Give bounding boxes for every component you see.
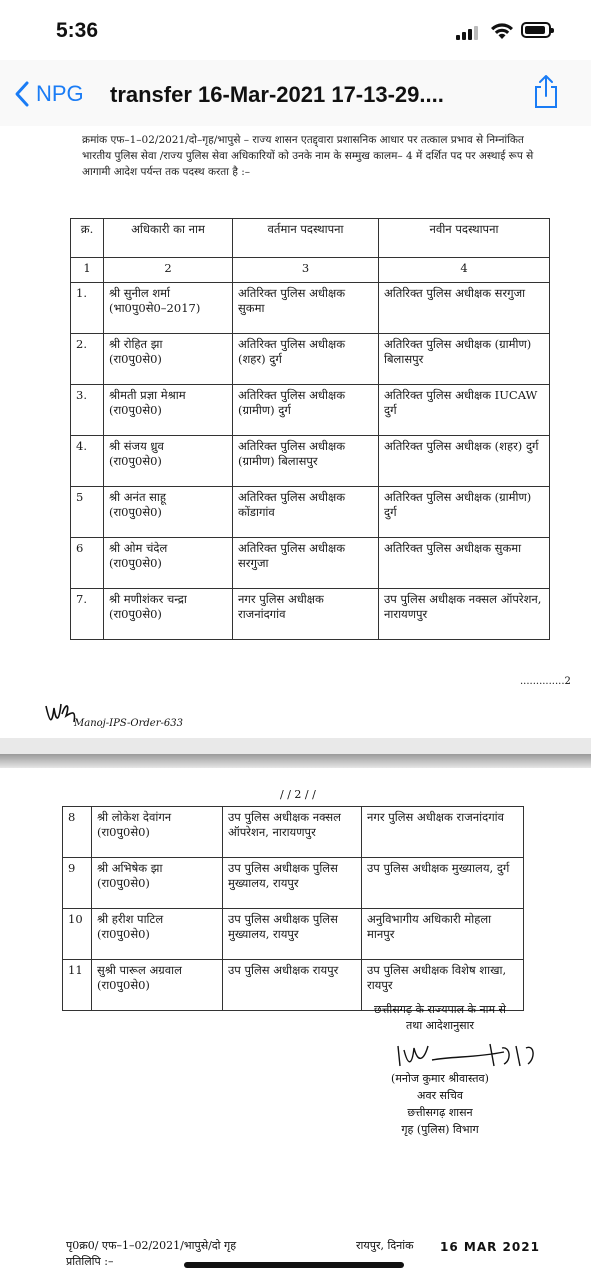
table-row: [71, 538, 550, 589]
current-posting-cell: उप पुलिस अधीक्षक पुलिस मुख्यालय, रायपुर: [223, 858, 362, 909]
officer-name: श्री सुनील शर्मा: [109, 286, 171, 300]
header-officer-name: अधिकारी का नाम: [104, 219, 233, 258]
page-separator: [0, 738, 591, 754]
table-header-row: [71, 219, 550, 258]
officer-cell: [104, 538, 233, 589]
date-stamp: 16 MAR 2021: [440, 1240, 540, 1254]
page-number-mark: / / 2 / /: [280, 788, 316, 801]
wifi-icon: [490, 22, 514, 40]
officer-service: (भा0पु0से0–2017): [109, 301, 201, 315]
date-label: रायपुर, दिनांक: [356, 1239, 414, 1252]
officer-cell: [104, 436, 233, 487]
home-indicator[interactable]: [184, 1262, 404, 1268]
table-row: [71, 385, 550, 436]
current-posting-cell: अतिरिक्त पुलिस अधीक्षक सुकमा: [233, 283, 379, 334]
table-row: [71, 334, 550, 385]
officer-service: (रा0पु0से0): [97, 978, 150, 992]
officer-name: श्री मणीशंकर चन्द्रा: [109, 592, 187, 606]
battery-icon: [521, 22, 551, 38]
new-posting-cell: अनुविभागीय अधिकारी मोहला मानपुर: [362, 909, 524, 960]
officer-designation: अवर सचिव: [417, 1089, 463, 1102]
officer-name: श्री संजय ध्रुव: [109, 439, 164, 453]
continued-marker: ..............2: [520, 676, 571, 687]
officer-department: गृह (पुलिस) विभाग: [401, 1123, 479, 1136]
cellular-signal-icon: [456, 24, 482, 40]
new-posting-cell: उप पुलिस अधीक्षक मुख्यालय, दुर्ग: [362, 858, 524, 909]
column-number-row: [71, 258, 550, 283]
officer-cell: [92, 909, 223, 960]
scan-edge: [0, 754, 591, 768]
serial-cell: 5: [71, 487, 104, 538]
officer-cell: [104, 487, 233, 538]
document-title: transfer 16-Mar-2021 17-13-29....: [110, 82, 444, 107]
serial-cell: 7.: [71, 589, 104, 640]
officer-name: श्री रोहित झा: [109, 337, 163, 351]
officer-cell: [104, 334, 233, 385]
serial-cell: 4.: [71, 436, 104, 487]
current-posting-cell: अतिरिक्त पुलिस अधीक्षक (शहर) दुर्ग: [233, 334, 379, 385]
column-number: 1: [71, 258, 104, 283]
serial-cell: 3.: [71, 385, 104, 436]
serial-cell: 1.: [71, 283, 104, 334]
serial-cell: 11: [63, 960, 92, 1011]
new-posting-cell: अतिरिक्त पुलिस अधीक्षक IUCAW दुर्ग: [379, 385, 550, 436]
officer-service: (रा0पु0से0): [109, 505, 162, 519]
status-time: 5:36: [56, 19, 99, 42]
authority-line-1: छत्तीसगढ़ के राज्यपाल के नाम से: [374, 1003, 506, 1016]
serial-cell: 8: [63, 807, 92, 858]
current-posting-cell: अतिरिक्त पुलिस अधीक्षक कोंडागांव: [233, 487, 379, 538]
serial-cell: 10: [63, 909, 92, 960]
officer-cell: [92, 960, 223, 1011]
officer-service: (रा0पु0से0): [109, 403, 162, 417]
authority-line-2: तथा आदेशानुसार: [406, 1019, 474, 1032]
status-bar: [0, 0, 591, 60]
order-intro-text: क्रमांक एफ–1–02/2021/दो–गृह/भापुसे – राज्य शासन एतद्द्वारा प्रशासनिक आधार पर तत्काल प्रभाव से निम्नांकित भारतीय पुलिस सेवा /राज्य पुलिस सेवा अधिकारियों को उनके नाम के सम्मुख कालम– 4 में दर्शित पद पर अस्थाई रूप से आगामी आदेश पर्यन्त तक पदस्थ करता है :–: [82, 134, 534, 178]
header-current-posting: वर्तमान पदस्थापना: [233, 219, 379, 258]
officer-name: श्रीमती प्रज्ञा मेश्राम: [109, 388, 186, 402]
file-reference: Manoj-IPS-Order-633: [74, 718, 183, 729]
column-number: 3: [233, 258, 379, 283]
officer-name: श्री अभिषेक झा: [97, 861, 163, 875]
table-row: [71, 487, 550, 538]
table-row: [71, 283, 550, 334]
table-row: [71, 589, 550, 640]
current-posting-cell: नगर पुलिस अधीक्षक राजनांदगांव: [233, 589, 379, 640]
new-posting-cell: उप पुलिस अधीक्षक विशेष शाखा, रायपुर: [362, 960, 524, 1011]
document-page-1: [0, 126, 591, 738]
officer-name: श्री अनंत साहू: [109, 490, 167, 504]
new-posting-cell: अतिरिक्त पुलिस अधीक्षक (ग्रामीण) दुर्ग: [379, 487, 550, 538]
officer-service: (रा0पु0से0): [109, 454, 162, 468]
document-page-2: [0, 754, 591, 1280]
officer-service: (रा0पु0से0): [97, 927, 150, 941]
share-icon[interactable]: [532, 74, 560, 110]
officer-full-name: (मनोज कुमार श्रीवास्तव): [391, 1072, 489, 1085]
navigation-bar: [0, 60, 591, 127]
current-posting-cell: उप पुलिस अधीक्षक नक्सल ऑपरेशन, नारायणपुर: [223, 807, 362, 858]
copy-label: प्रतिलिपि :–: [66, 1255, 114, 1268]
officer-cell: [92, 858, 223, 909]
back-label: NPG: [36, 81, 84, 106]
header-serial: क्र.: [71, 219, 104, 258]
serial-cell: 2.: [71, 334, 104, 385]
authority-block: [340, 1002, 540, 1034]
column-number: 2: [104, 258, 233, 283]
document-viewer[interactable]: [0, 126, 591, 1280]
current-posting-cell: अतिरिक्त पुलिस अधीक्षक सरगुजा: [233, 538, 379, 589]
officer-service: (रा0पु0से0): [97, 825, 150, 839]
new-posting-cell: अतिरिक्त पुलिस अधीक्षक सरगुजा: [379, 283, 550, 334]
officer-name: श्री हरीश पाटिल: [97, 912, 164, 926]
table-row: [63, 858, 524, 909]
new-posting-cell: अतिरिक्त पुलिस अधीक्षक सुकमा: [379, 538, 550, 589]
officer-name: श्री लोकेश देवांगन: [97, 810, 172, 824]
back-button[interactable]: [14, 78, 84, 110]
transfer-table-1: [70, 218, 550, 640]
table-row: [63, 909, 524, 960]
new-posting-cell: अतिरिक्त पुलिस अधीक्षक (शहर) दुर्ग: [379, 436, 550, 487]
officer-name: श्री ओम चंदेल: [109, 541, 168, 555]
endorsement-number: पृ0क्र0/ एफ–1–02/2021/भापुसे/दो गृह: [66, 1239, 237, 1252]
table-row: [71, 436, 550, 487]
transfer-table-2: [62, 806, 524, 1011]
officer-block: [360, 1070, 520, 1138]
table-row: [63, 807, 524, 858]
current-posting-cell: उप पुलिस अधीक्षक रायपुर: [223, 960, 362, 1011]
current-posting-cell: अतिरिक्त पुलिस अधीक्षक (ग्रामीण) बिलासपुर: [233, 436, 379, 487]
serial-cell: 6: [71, 538, 104, 589]
officer-service: (रा0पु0से0): [109, 607, 162, 621]
officer-service: (रा0पु0से0): [97, 876, 150, 890]
current-posting-cell: उप पुलिस अधीक्षक पुलिस मुख्यालय, रायपुर: [223, 909, 362, 960]
officer-signature: [394, 1040, 544, 1070]
new-posting-cell: उप पुलिस अधीक्षक नक्सल ऑपरेशन, नारायणपुर: [379, 589, 550, 640]
serial-cell: 9: [63, 858, 92, 909]
officer-cell: [104, 283, 233, 334]
header-new-posting: नवीन पदस्थापना: [379, 219, 550, 258]
officer-service: (रा0पु0से0): [109, 556, 162, 570]
chevron-left-icon: [14, 80, 30, 108]
current-posting-cell: अतिरिक्त पुलिस अधीक्षक (ग्रामीण) दुर्ग: [233, 385, 379, 436]
officer-service: (रा0पु0से0): [109, 352, 162, 366]
officer-cell: [92, 807, 223, 858]
officer-cell: [104, 589, 233, 640]
new-posting-cell: अतिरिक्त पुलिस अधीक्षक (ग्रामीण) बिलासपुर: [379, 334, 550, 385]
officer-name: सुश्री पारूल अग्रवाल: [97, 963, 182, 977]
column-number: 4: [379, 258, 550, 283]
officer-cell: [104, 385, 233, 436]
new-posting-cell: नगर पुलिस अधीक्षक राजनांदगांव: [362, 807, 524, 858]
officer-government: छत्तीसगढ़ शासन: [407, 1106, 473, 1119]
